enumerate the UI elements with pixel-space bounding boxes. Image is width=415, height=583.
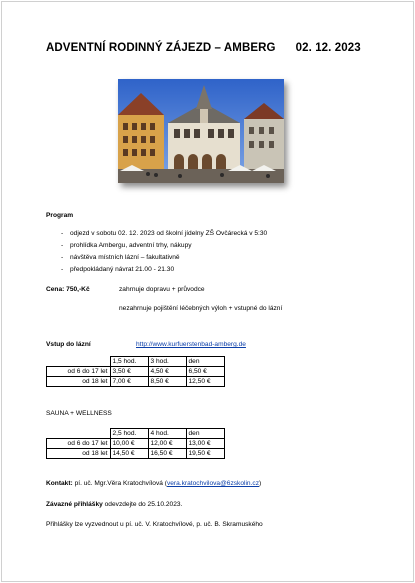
contact-closing: ) [259, 480, 262, 487]
table-cell: 6,50 € [186, 367, 224, 377]
table-row-label: od 6 do 17 let [47, 439, 111, 449]
table-cell: 12,00 € [148, 439, 186, 449]
program-list [46, 228, 267, 276]
table-cell: 7,00 € [110, 377, 148, 387]
table-cell: 8,50 € [148, 377, 186, 387]
binding-text: odevzdejte do 25.10.2023. [102, 501, 183, 508]
table-row [47, 449, 225, 459]
program-heading: Program [46, 212, 74, 219]
table-header-cell: den [186, 429, 224, 439]
table-row [47, 439, 225, 449]
program-item: - předpokládaný návrat 21.00 - 21.30 [46, 264, 267, 276]
table-header-cell: 3 hod. [148, 357, 186, 367]
table-row [47, 367, 225, 377]
table-row [47, 377, 225, 387]
forms-note: Přihlášky lze vyzvednout u pí. uč. V. Kratochvílové, p. uč. B. Skramuského [46, 521, 263, 528]
contact-line [46, 479, 261, 488]
table-cell: 16,50 € [148, 449, 186, 459]
price-includes: zahrnuje dopravu + průvodce [119, 286, 205, 293]
town-hall-illustration [118, 79, 284, 183]
table-cell: 19,50 € [186, 449, 224, 459]
page-title [46, 42, 361, 54]
spa-website-link[interactable]: http://www.kurfuerstenbad-amberg.de [136, 341, 246, 348]
table-header-cell: 4 hod. [148, 429, 186, 439]
price-excludes: nezahrnuje pojištění léčebných výloh + vstupné do lázní [119, 305, 283, 312]
table-cell: 12,50 € [186, 377, 224, 387]
binding-label: Závazné přihlášky [46, 501, 103, 508]
table-corner-cell [47, 357, 111, 367]
table-row-label: od 18 let [47, 449, 111, 459]
binding-line [46, 500, 182, 509]
program-item: - odjezd v sobotu 02. 12. 2023 od školní jídelny ZŠ Ovčárecká v 5:30 [46, 228, 267, 240]
table-header-row [47, 357, 225, 367]
amberg-town-hall-photo [118, 79, 284, 183]
program-item: - návštěva místních lázní – fakultativně [46, 252, 267, 264]
sauna-label: SAUNA + WELLNESS [46, 410, 112, 417]
table-header-cell: 2,5 hod. [110, 429, 148, 439]
table-header-cell: den [186, 357, 224, 367]
sauna-price-table [46, 428, 225, 459]
table-cell: 10,00 € [110, 439, 148, 449]
table-header-cell: 1,5 hod. [110, 357, 148, 367]
spa-price-table [46, 356, 225, 387]
table-cell: 3,50 € [110, 367, 148, 377]
title-date: 02. 12. 2023 [295, 42, 361, 54]
table-corner-cell [47, 429, 111, 439]
table-cell: 14,50 € [110, 449, 148, 459]
spa-label: Vstup do lázní [46, 341, 91, 348]
price-label: Cena: 750,-Kč [46, 286, 90, 293]
title-main: ADVENTNÍ RODINNÝ ZÁJEZD – AMBERG [46, 42, 276, 54]
program-item: - prohlídka Ambergu, adventní trhy, nákupy [46, 240, 267, 252]
contact-email-link[interactable]: vera.kratochvilova@6zskolin.cz [166, 480, 260, 487]
table-row-label: od 18 let [47, 377, 111, 387]
contact-person: pí. uč. Mgr.Věra Kratochvílová ( [72, 480, 167, 487]
table-cell: 4,50 € [148, 367, 186, 377]
contact-label: Kontakt: [46, 480, 73, 487]
table-row-label: od 6 do 17 let [47, 367, 111, 377]
table-cell: 13,00 € [186, 439, 224, 449]
table-header-row [47, 429, 225, 439]
